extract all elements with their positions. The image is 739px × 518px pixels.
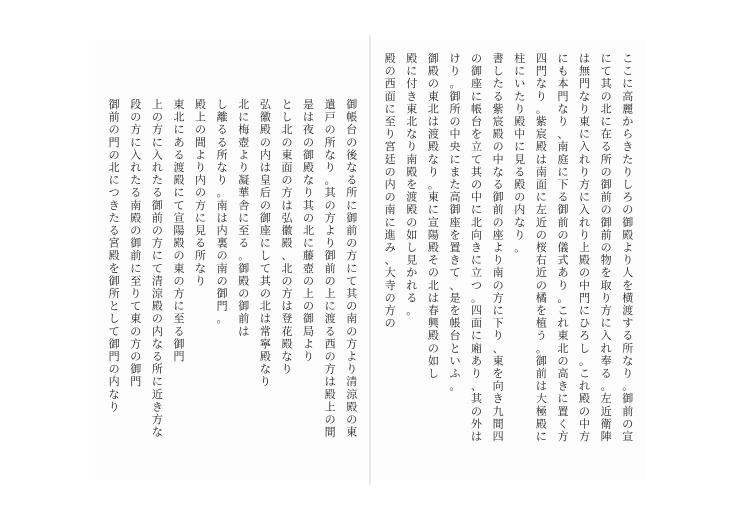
right_page-column: けり。御所の中央にまた高御座を置きて、是を帳台といふ。 [449,52,461,393]
right_page-column: 四門なり。紫宸殿は南面に左近の桜右近の橘を植う。御前は大極殿に [535,52,548,443]
right_page-column: 柱にいたり殿中に見る殿の内なり。 [514,52,526,254]
right_page-column: 御殿の東北は渡殿なり。東に宣陽殿その北は春興殿の如し [427,52,440,380]
right_page-column: ここに高麗からきたりしろの御殿より人を横渡する所なり。御前の宣 [622,52,634,443]
right_page-column: の御座に帳台を立て其の中に北向きに立つ。四面に廂あり、其の外は [471,52,483,443]
left_page-column: とし北の東面の方は弘徽殿、北の方は登花殿なり [281,98,293,376]
left_page-column: 弘徽殿の内は皇后の御座にして其の北は常寧殿なり [259,98,272,389]
left_page-column: 御前の門の北につきたる宮殿を御所として御門の内なり [108,98,121,414]
right_page-column: 殿の西面に至り宮廷の内の南に進み、大寺の方の [384,52,397,330]
right_page-column: にも本門なり、南庭に下る御前の儀式あり。これ東北の高きに置く方 [557,52,569,443]
left_page-column: 殿上の間より内の方に見る所なり [195,98,207,288]
left_page-column: 御帳台の後なる所に御前の方にて其の南の方より清涼殿の東 [346,98,358,439]
right_page-column: 書したる紫宸殿の中なる御前の座より南の方に下り、東を向き九間四 [492,52,505,443]
left_page-column: 是は夜の御殿なり其の北に藤壺の上の御局より [303,98,315,363]
right_page-column: は無門なり東に入れり方に入れり上殿の中門にひろし。これ殿の中方 [579,52,591,443]
left_page-column: 東北にある渡殿にて宣陽殿の東の方に至る御門 [173,98,185,363]
left_page-column: し離るる所なり。南は内裏の南の御門。 [216,98,229,326]
left_page-column: 北に梅壺より凝華舎に至る。御殿の御前は [238,98,250,338]
left_page-column: 遣戸の所なり。其の方より御前の上に渡る西の方は殿上の間 [324,98,337,439]
right_page-column: 殿に付き東北なり南殿を渡殿の如し見かれる。 [406,52,418,317]
left_page-column: 段の方に入れたる南殿の御前に至りて東の方の御門 [130,98,142,389]
left_page-column: 上の方に入れたる御前の方にて清涼殿の内なる所に近き方な [151,98,164,439]
right_page-column: にて其の北に在る所の御前の御前の物を取り方に入れ奉る。左近衛陣 [600,52,613,443]
